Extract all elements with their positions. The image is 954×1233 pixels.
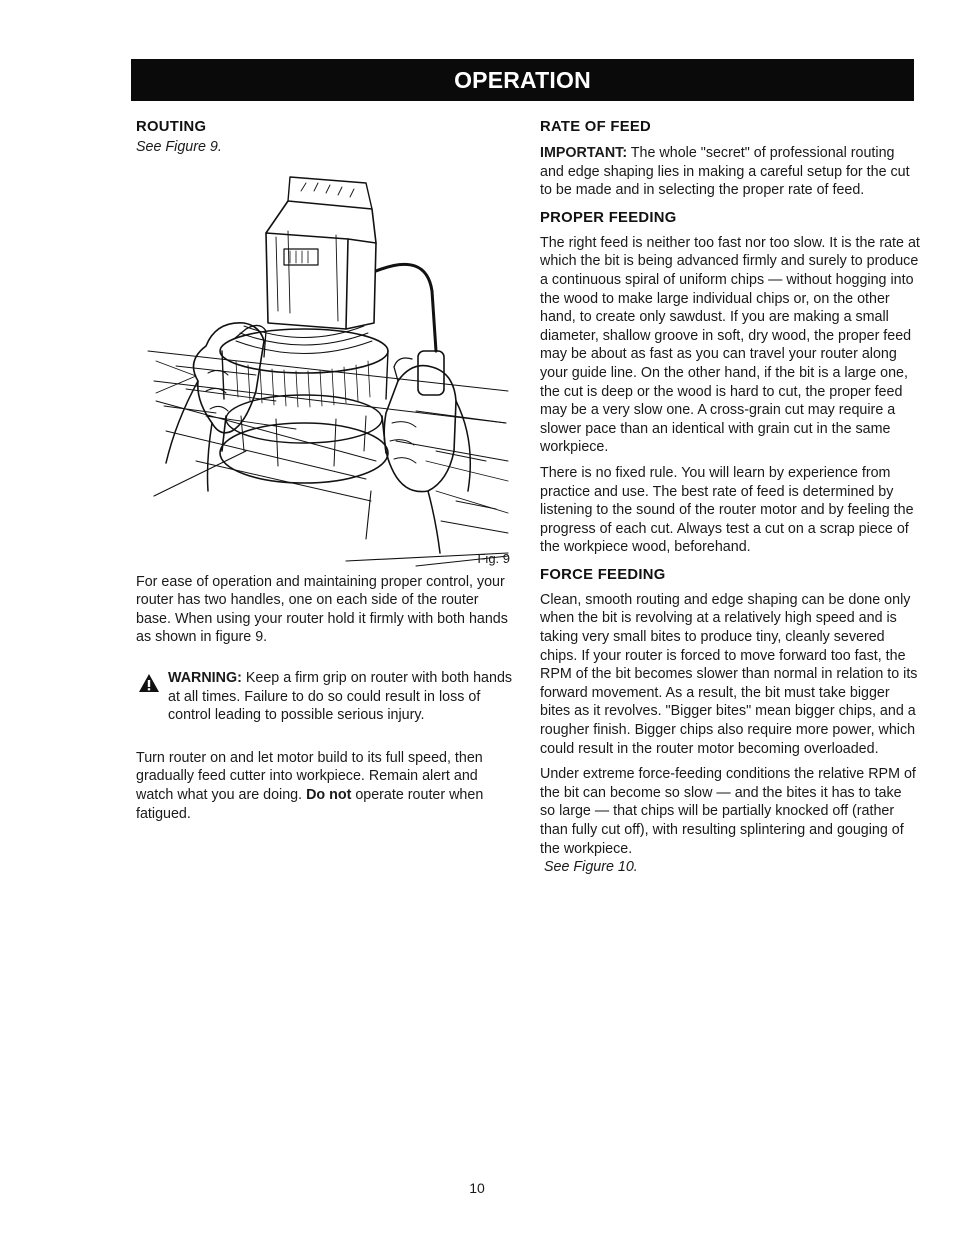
warning-block <box>136 669 516 725</box>
warning-label: WARNING: <box>168 669 242 686</box>
force-see-figure: See Figure 10. <box>544 859 638 876</box>
left-column <box>136 118 516 823</box>
routing-see-figure: See Figure 9. <box>136 139 222 155</box>
page-number: 10 <box>469 1180 485 1196</box>
important-paragraph <box>540 144 920 200</box>
proper-feeding-heading: PROPER FEEDING <box>540 209 677 226</box>
section-title: OPERATION <box>454 67 591 93</box>
proper-feeding-paragraph-2: There is no fixed rule. You will learn by experience from practice and use. The best rate of feed is determined by listening to the sound of the router motor and by feeling the progress of each cut. Always test a cut on a scrap piece of the workpiece wood, beforehand. <box>540 464 914 556</box>
warning-text: Keep a firm grip on router with both hands at all times. Failure to do so could result in loss of control leading to possible serious injury. <box>168 669 513 724</box>
warning-triangle-icon <box>138 673 160 693</box>
figure-9-router-illustration <box>136 161 516 567</box>
force-feeding-paragraph-1: Clean, smooth routing and edge shaping can be done only when the bit is revolving at a relatively high speed and is taking very small bites to produce tiny, cleanly severed chips. If your router is forced to move forward too fast, the RPM of the bit becomes slower than normal in relation to its forward movement. As a result, the bit must take bigger bites as it revolves. "Bigger bites" mean bigger chips, and a rougher finish. Bigger chips also require more power, which could result in the router motor becoming overloaded. <box>540 591 918 757</box>
routing-heading: ROUTING <box>136 119 207 135</box>
rate-of-feed-heading: RATE OF FEED <box>540 119 652 135</box>
turn-on-text: Turn router on and let motor build to its full speed, then gradually feed cutter into workpiece. Remain alert and watch what you are doing. <box>136 749 483 803</box>
force-feeding-paragraph-2: Under extreme force-feeding conditions the relative RPM of the bit can become so slow — and the bites it has to take so large — that chips will be partially knocked off (rather than fully cut off), with resulting splintering and gouging of the workpiece. <box>540 766 916 857</box>
figure-label: Fig. 9 <box>477 550 510 566</box>
handles-paragraph: For ease of operation and maintaining proper control, your router has two handles, one on each side of the router base. When using your router hold it firmly with both hands as shown in figure 9. <box>136 573 508 646</box>
proper-feeding-paragraph-1: The right feed is neither too fast nor too slow. It is the rate at which the bit is being advanced firmly and surely to produce a continuous spiral of uniform chips — without hogging into the wood to make large individual chips or, on the other hand, to create only sawdust. If you are making a small diameter, shallow groove in soft, dry wood, the proper feed may be about as fast as you can travel your router along your guide line. On the other hand, if the bit is a large one, the cut is deep or the wood is hard to cut, the proper feed may be a very slow one. A cross-grain cut may require a slower pace than an identical with grain cut in the same workpiece. <box>540 234 920 456</box>
do-not-emphasis: Do not <box>306 786 352 803</box>
section-banner <box>131 59 914 101</box>
important-label: IMPORTANT: <box>540 145 628 161</box>
router-in-hands-illustration <box>136 161 516 567</box>
important-text: The whole "secret" of professional routing and edge shaping lies in making a careful setup for the cut to be made and in selecting the proper rate of feed. <box>540 145 910 199</box>
right-column <box>540 118 920 877</box>
turn-on-end: operate router when fatigued. <box>136 786 484 822</box>
warning-paragraph <box>168 669 516 725</box>
force-feeding-heading: FORCE FEEDING <box>540 566 666 583</box>
turn-on-paragraph <box>136 749 516 823</box>
